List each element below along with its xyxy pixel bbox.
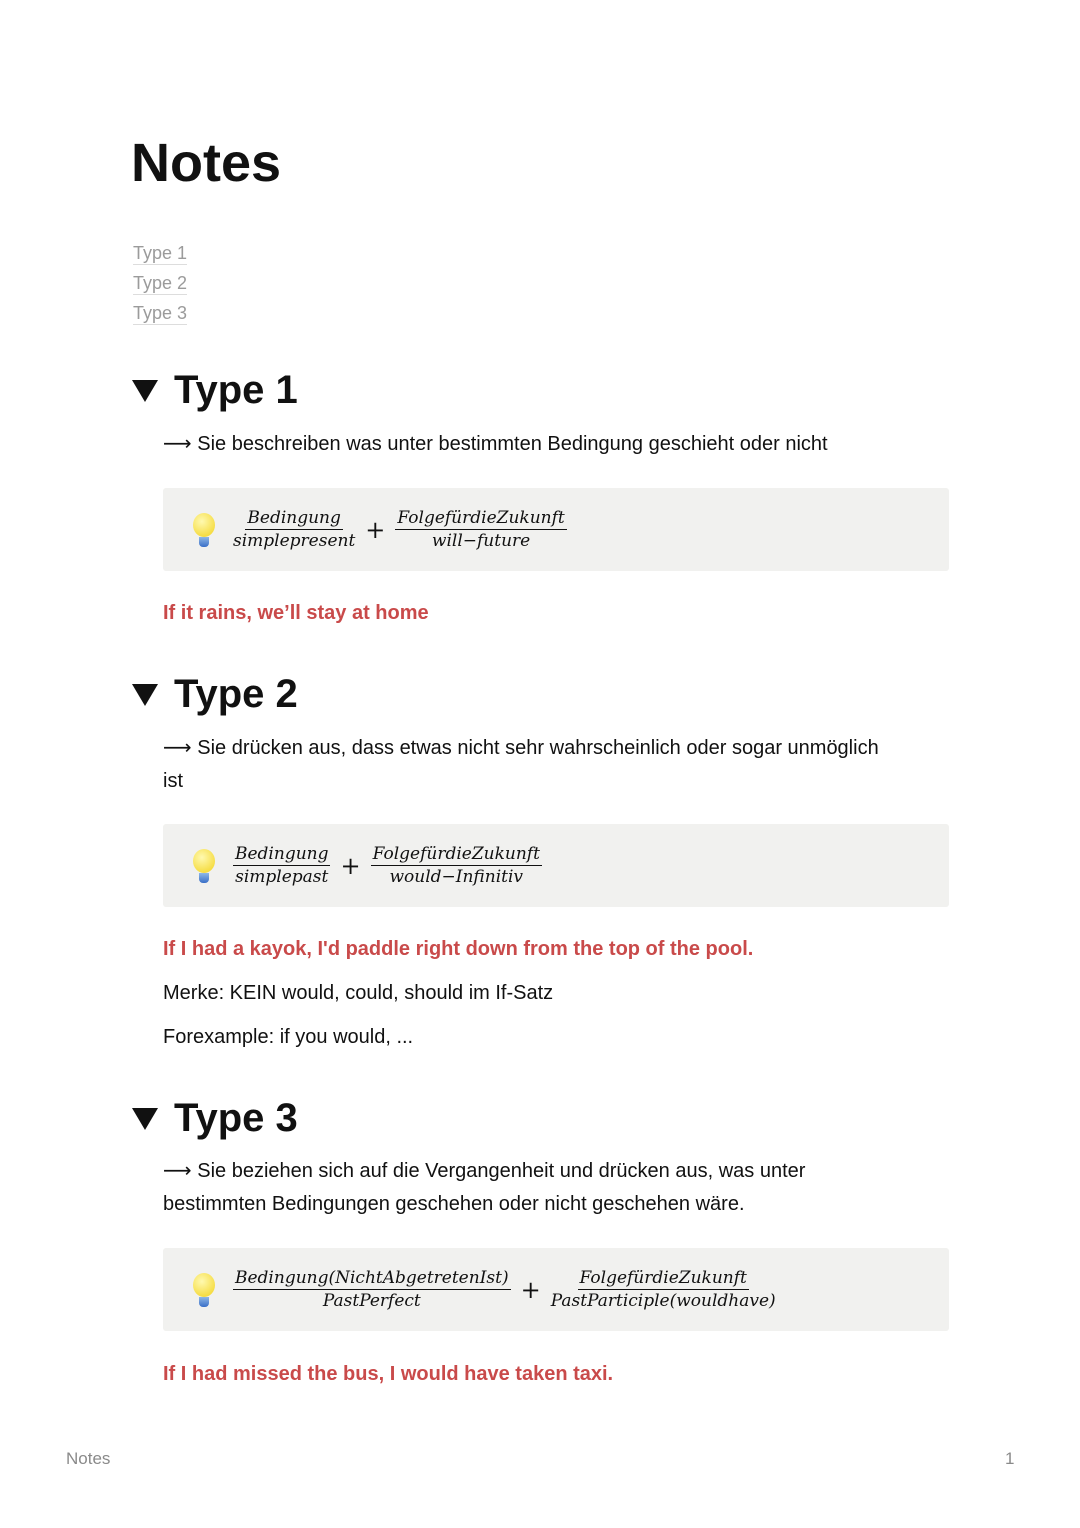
toc-link-type-1[interactable]: Type 1 bbox=[133, 243, 188, 263]
formula-callout bbox=[163, 488, 949, 571]
toggle-triangle-icon[interactable] bbox=[132, 1108, 158, 1130]
denominator: will−future bbox=[431, 531, 531, 551]
heading-text: Type 3 bbox=[174, 1096, 298, 1140]
plus-sign: + bbox=[340, 851, 361, 880]
note-text: Forexample: if you would, ... bbox=[163, 1026, 414, 1048]
denominator: PastParticiple(wouldhave) bbox=[550, 1291, 776, 1311]
description-text: Sie drücken aus, dass etwas nicht sehr wahrscheinlich oder sogar unmöglich ist bbox=[163, 737, 879, 792]
example-sentence: If it rains, we’ll stay at home bbox=[163, 602, 429, 624]
example-sentence: If I had missed the bus, I would have taken taxi. bbox=[163, 1363, 614, 1385]
toggle-triangle-icon[interactable] bbox=[132, 684, 158, 706]
toggle-heading-type-2[interactable] bbox=[132, 672, 298, 717]
toggle-triangle-icon[interactable] bbox=[132, 380, 158, 402]
numerator: Bedingung bbox=[235, 844, 329, 864]
denominator: simplepast bbox=[235, 867, 329, 887]
formula bbox=[233, 844, 542, 887]
numerator: Bedingung bbox=[247, 508, 341, 528]
description-text: Sie beziehen sich auf die Vergangenheit und drücken aus, was unter bestimmten Bedingungen geschehen oder nicht geschehen wäre. bbox=[163, 1160, 806, 1215]
plus-sign: + bbox=[365, 515, 386, 544]
denominator: would−Infinitiv bbox=[389, 867, 524, 887]
lightbulb-icon bbox=[193, 849, 213, 883]
formula-callout bbox=[163, 824, 949, 907]
description bbox=[163, 427, 923, 461]
numerator: FolgefürdieZukunft bbox=[397, 508, 565, 528]
numerator: Bedingung(NichtAbgetretenIst) bbox=[235, 1268, 509, 1288]
example-sentence: If I had a kayok, I'd paddle right down from the top of the pool. bbox=[163, 938, 754, 960]
toc-link-type-3[interactable]: Type 3 bbox=[133, 303, 188, 323]
formula bbox=[233, 1268, 776, 1311]
heading-text: Type 2 bbox=[174, 672, 298, 716]
formula bbox=[233, 508, 567, 551]
footer-title: Notes bbox=[66, 1449, 111, 1468]
note-text: Merke: KEIN would, could, should im If-Satz bbox=[163, 982, 554, 1004]
arrow-icon: ⟶ bbox=[163, 735, 192, 759]
lightbulb-icon bbox=[193, 513, 213, 547]
denominator: PastPerfect bbox=[322, 1291, 421, 1311]
toggle-heading-type-3[interactable] bbox=[132, 1096, 298, 1141]
numerator: FolgefürdieZukunft bbox=[372, 844, 540, 864]
description bbox=[163, 1154, 903, 1221]
page-title: Notes bbox=[131, 133, 282, 193]
denominator: simplepresent bbox=[233, 531, 356, 551]
toc-link-type-2[interactable]: Type 2 bbox=[133, 273, 188, 293]
page-number: 1 bbox=[1005, 1449, 1015, 1468]
arrow-icon: ⟶ bbox=[163, 431, 192, 455]
description-text: Sie beschreiben was unter bestimmten Bedingung geschieht oder nicht bbox=[191, 433, 828, 455]
plus-sign: + bbox=[520, 1275, 541, 1304]
toggle-heading-type-1[interactable] bbox=[132, 368, 298, 413]
description bbox=[163, 731, 883, 798]
formula-callout bbox=[163, 1248, 949, 1331]
lightbulb-icon bbox=[193, 1273, 213, 1307]
heading-text: Type 1 bbox=[174, 368, 298, 412]
numerator: FolgefürdieZukunft bbox=[579, 1268, 747, 1288]
arrow-icon: ⟶ bbox=[163, 1158, 192, 1182]
